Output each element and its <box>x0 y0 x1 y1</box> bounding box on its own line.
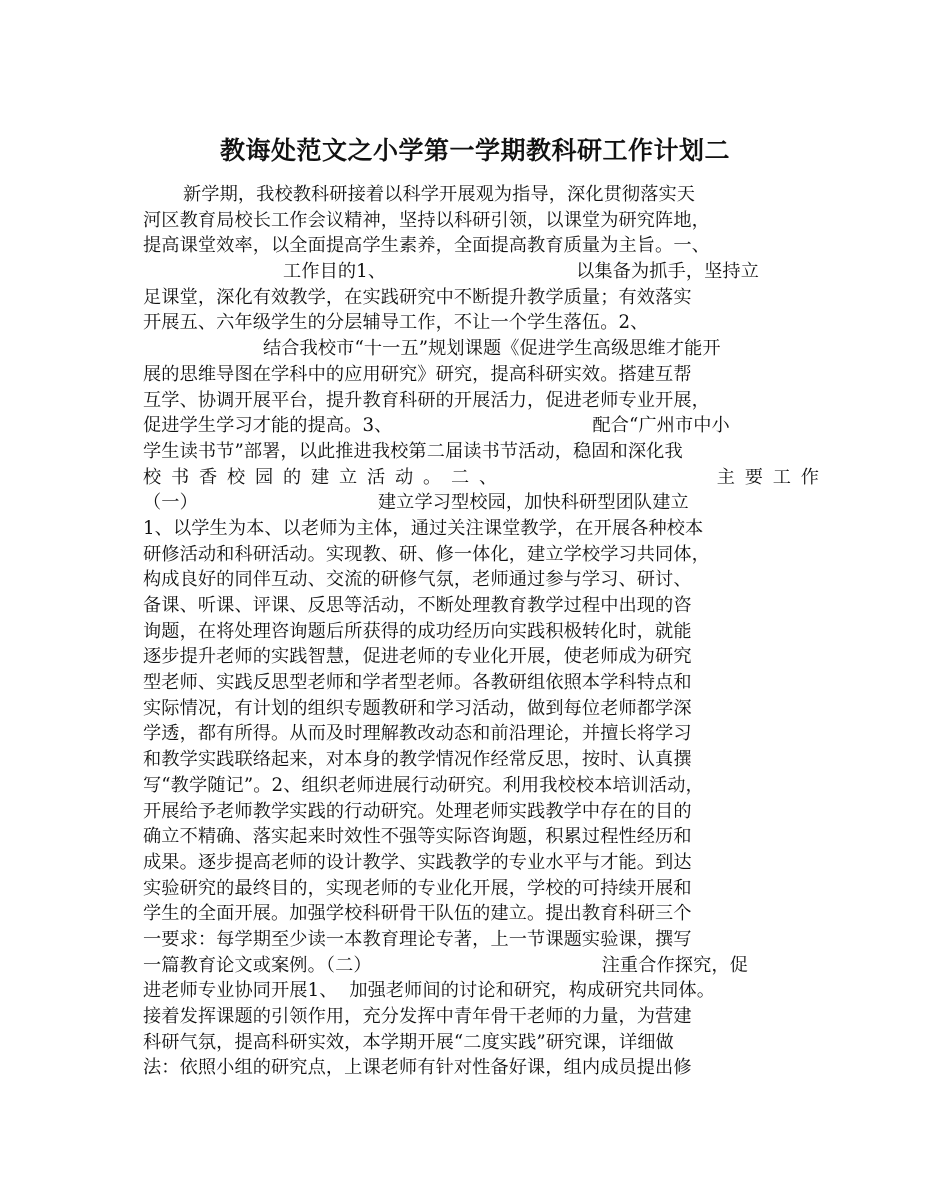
paragraph-line: 逐步提升老师的实践智慧，促进老师的专业化开展，使老师成为研究 <box>143 646 692 668</box>
paragraph-line: 学生的全面开展。加强学校科研骨干队伍的建立。提出教育科研三个 <box>143 903 692 925</box>
paragraph-line: 一要求：每学期至少读一本教育理论专著，上一节课题实验课，撰写 <box>143 928 692 950</box>
paragraph-line: 实验研究的最终目的，实现老师的专业化开展，学校的可持续开展和 <box>143 877 692 899</box>
paragraph-line: 法：依照小组的研究点，上课老师有针对性备好课，组内成员提出修 <box>143 1057 692 1079</box>
paragraph-line: 实际情况，有计划的组织专题教研和学习活动，做到每位老师都学深 <box>143 697 692 719</box>
paragraph-line: 一篇教育论文或案例。（二） 注重合作探究，促 <box>143 954 748 976</box>
document-body <box>143 182 819 1081</box>
paragraph-line: 和教学实践联络起来，对本身的教学情况作经常反思，按时、认真撰 <box>143 749 692 771</box>
paragraph-line: 型老师、实践反思型老师和学者型老师。各教研组依照本学科特点和 <box>143 672 692 694</box>
paragraph-line: 科研气氛，提高科研实效，本学期开展“二度实践”研究课，详细做 <box>143 1031 674 1053</box>
paragraph-line: 写“教学随记”。2、组织老师进展行动研究。利用我校校本培训活动， <box>143 774 704 796</box>
paragraph-line: 研修活动和科研活动。实现教、研、修一体化，建立学校学习共同体， <box>143 543 710 565</box>
paragraph-line: 展的思维导图在学科中的应用研究》研究，提高科研实效。搭建互帮 <box>143 363 692 385</box>
paragraph-line: 提高课堂效率，以全面提高学生素养，全面提高教育质量为主旨。一、 <box>143 235 710 257</box>
paragraph-line: 足课堂，深化有效教学，在实践研究中不断提升教学质量；有效落实 <box>143 286 692 308</box>
paragraph-line: 开展给予老师教学实践的行动研究。处理老师实践教学中存在的目的 <box>143 800 692 822</box>
paragraph-line: 互学、协调开展平台，提升教育科研的开展活力，促进老师专业开展， <box>143 389 710 411</box>
paragraph-line: 构成良好的同伴互动、交流的研修气氛，老师通过参与学习、研讨、 <box>143 569 692 591</box>
paragraph-line: 促进学生学习才能的提高。3、 配合“广州市中小 <box>143 415 730 437</box>
paragraph-line: 开展五、六年级学生的分层辅导工作，不让一个学生落伍。2、 <box>143 312 649 334</box>
document-title: 教诲处范文之小学第一学期教科研工作计划二 <box>219 136 730 165</box>
paragraph-line: 接着发挥课题的引领作用，充分发挥中青年骨干老师的力量，为营建 <box>143 1006 692 1027</box>
paragraph-line: 工作目的1、 以集备为抓手，坚持立 <box>283 261 759 283</box>
paragraph-line: （一） 建立学习型校园，加快科研型团队建立 <box>143 492 689 514</box>
paragraph-line: 确立不精确、落实起来时效性不强等实际咨询题，积累过程性经历和 <box>143 826 692 848</box>
paragraph-line: 学透，都有所得。从而及时理解教改动态和前沿理论，并擅长将学习 <box>143 723 692 745</box>
paragraph-line: 河区教育局校长工作会议精神，坚持以科研引领，以课堂为研究阵地， <box>143 209 710 231</box>
paragraph-line: 校书香校园的建立活动。二、 主要工作 <box>143 466 819 488</box>
paragraph-line: 结合我校市“十一五”规划课题《促进学生高级思维才能开 <box>263 338 721 360</box>
paragraph-line: 成果。逐步提高老师的设计教学、实践教学的专业水平与才能。到达 <box>143 851 692 873</box>
paragraph-line: 备课、听课、评课、反思等活动，不断处理教育教学过程中出现的咨 <box>143 595 692 616</box>
paragraph-line: 1、以学生为本、以老师为主体，通过关注课堂教学，在开展各种校本 <box>143 517 704 539</box>
paragraph-line: 进老师专业协同开展1、 加强老师间的讨论和研究，构成研究共同体。 <box>143 980 716 1002</box>
paragraph-line: 学生读书节”部署，以此推进我校第二届读书节活动，稳固和深化我 <box>143 440 683 462</box>
paragraph-line: 询题，在将处理咨询题后所获得的成功经历向实践积极转化时，就能 <box>143 620 692 642</box>
paragraph-line: 新学期，我校教科研接着以科学开展观为指导，深化贯彻落实天 <box>183 184 696 205</box>
